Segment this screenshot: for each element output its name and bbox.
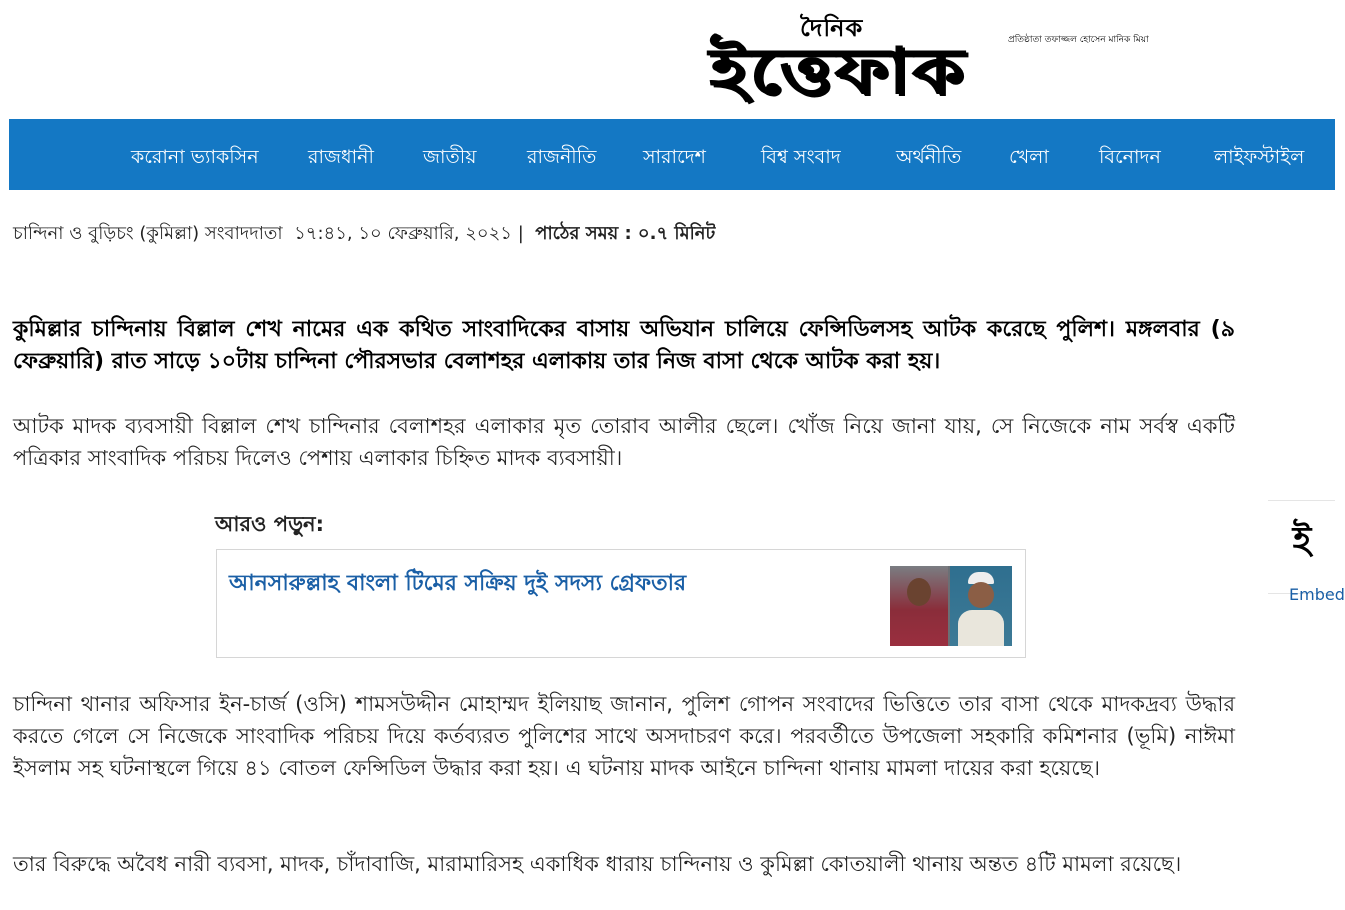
logo-title: ইত্তেফাক [710,35,967,109]
nav-item-lifestyle[interactable]: লাইফস্টাইল [1214,146,1305,168]
article-paragraph-2: চান্দিনা থানার অফিসার ইন-চার্জ (ওসি) শামসউদ্দীন মোহাম্মদ ইলিয়াছ জানান, পুলিশ গোপন সংবাদের ভিত্তিতে তার বাসা থেকে মাদকদ্রব্য উদ্ধার করতে গেলে সে নিজেকে সাংবাদিক পরিচয় দিয়ে কর্তব্যরত পুলিশের সাথে অসদাচরণ করে। পরবর্তীতে উপজেলা সহকারি কমিশনার (ভূমি) নাঈমা ইসলাম সহ ঘটনাস্থলে গিয়ে ৪১ বোতল ফেন্সিডিল উদ্ধার করা হয়। এ ঘটনায় মাদক আইনে চান্দিনা থানায় মামলা দায়ের করা হয়েছে। [13,692,1235,780]
read-more-heading: আরও পড়ুন: [215,512,324,536]
related-article-card[interactable] [216,549,1026,658]
nav-item-entertainment[interactable]: বিনোদন [1099,146,1161,168]
embed-link[interactable]: Embed [1289,585,1345,604]
side-share-widget[interactable] [1268,500,1335,594]
site-logo[interactable] [700,10,1170,115]
nav-item-world[interactable]: বিশ্ব সংবাদ [761,146,841,168]
article-byline: চান্দিনা ও বুড়িচং (কুমিল্লা) সংবাদদাতা ১৭:৪১, ১০ ফেব্রুয়ারি, ২০২১ | পাঠের সময় : ০.৭ মিনিট [13,223,716,244]
nav-item-country[interactable]: সারাদেশ [643,146,706,168]
logo-daily-text: দৈনিক [800,14,864,42]
nav-item-national[interactable]: জাতীয় [423,146,477,168]
article-paragraph-1: আটক মাদক ব্যবসায়ী বিল্লাল শেখ চান্দিনার বেলাশহর এলাকার মৃত তোরাব আলীর ছেলে। খোঁজ নিয়ে জানা যায়, সে নিজেকে নাম সর্বস্ব একটি পত্রিকার সাংবাদিক পরিচয় দিলেও পেশায় এলাকার চিহ্নিত মাদক ব্যবসায়ী। [13,414,1235,470]
related-article-title[interactable]: আনসারুল্লাহ বাংলা টিমের সক্রিয় দুই সদস্য গ্রেফতার [229,571,687,596]
nav-item-politics[interactable]: রাজনীতি [527,146,597,168]
related-article-thumbnail[interactable] [890,566,1012,646]
read-time: পাঠের সময় : ০.৭ মিনিট [535,223,716,244]
article-lead: কুমিল্লার চান্দিনায় বিল্লাল শেখ নামের এক কথিত সাংবাদিকের বাসায় অভিযান চালিয়ে ফেন্সিডিলসহ আটক করেছে পুলিশ। মঙ্গলবার (৯ ফেব্রুয়ারি) রাত সাড়ে ১০টায় চান্দিনা পৌরসভার বেলাশহর এলাকায় তার নিজ বাসা থেকে আটক করা হয়। [13,317,1235,374]
ittefaq-logo-icon[interactable]: ই [1292,520,1312,561]
nav-item-capital[interactable]: রাজধানী [308,146,374,168]
nav-item-corona-vaccine[interactable]: করোনা ভ্যাকসিন [131,146,259,168]
article-paragraph-3: তার বিরুদ্ধে অবৈধ নারী ব্যবসা, মাদক, চাঁদাবাজি, মারামারিসহ একাধিক ধারায় চান্দিনায় ও কুমিল্লা কোতয়ালী থানায় অন্তত ৪টি মামলা রয়েছে। [13,852,1182,876]
logo-tagline: প্রতিষ্ঠাতা তফাজ্জল হোসেন মানিক মিয়া [1008,35,1149,45]
thumb-person-right [950,566,1012,646]
nav-item-sports[interactable]: খেলা [1009,146,1049,168]
thumb-person-left [890,566,948,646]
author: চান্দিনা ও বুড়িচং (কুমিল্লা) সংবাদদাতা [13,223,283,244]
main-navigation [9,119,1335,190]
nav-item-economy[interactable]: অর্থনীতি [896,146,962,168]
publish-datetime: ১৭:৪১, ১০ ফেব্রুয়ারি, ২০২১ [294,223,512,244]
